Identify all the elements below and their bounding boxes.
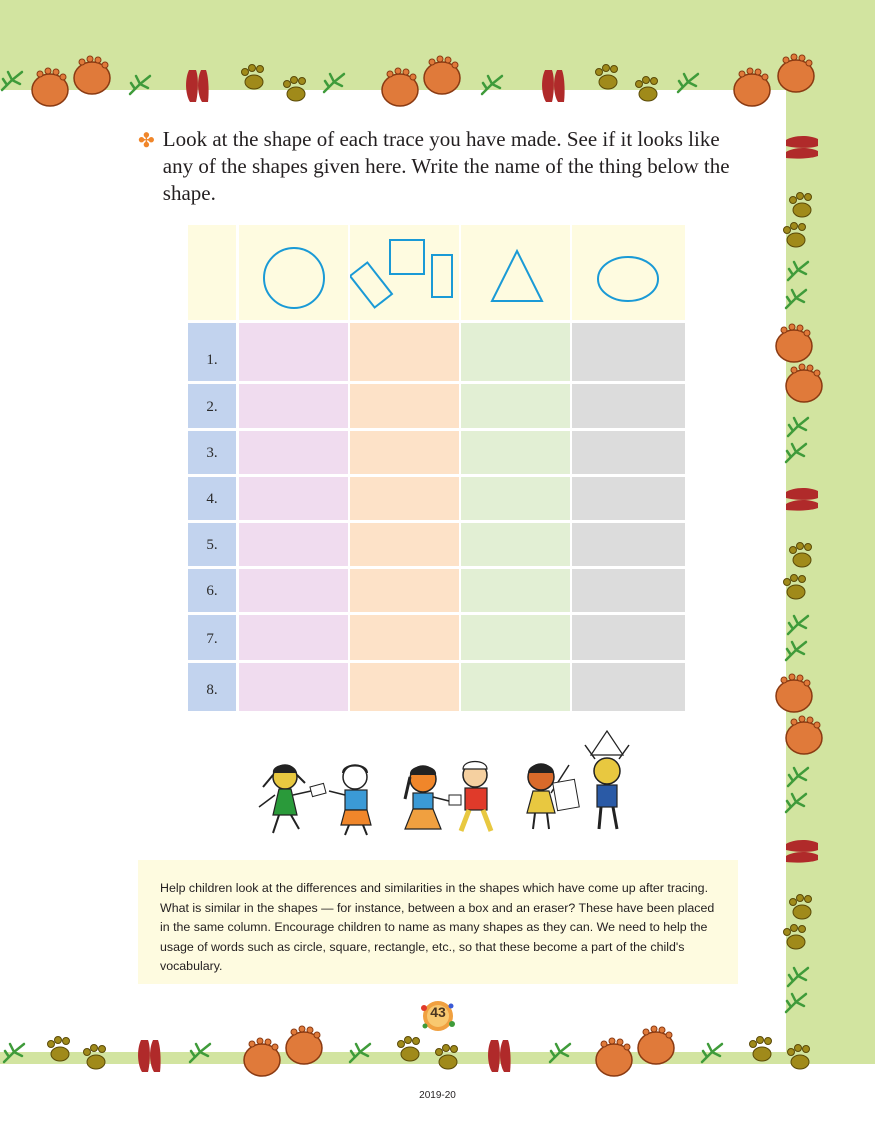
answer-cell[interactable] [350,477,459,520]
answer-cell[interactable] [461,663,570,711]
page-number-badge [418,998,458,1034]
header-rectangles-cell [350,225,459,320]
answer-cell[interactable] [572,615,685,660]
header-circle-cell [239,225,348,320]
answer-cell[interactable] [239,431,348,474]
shapes-table [188,225,685,711]
answer-cell[interactable] [239,477,348,520]
flower-bullet-icon: ✤ [138,128,155,152]
row-number: 6. [188,569,236,612]
answer-cell[interactable] [239,384,348,428]
answer-cell[interactable] [350,569,459,612]
instruction-text: Look at the shape of each trace you have made. See if it looks like any of the shapes given here. Write the name of the thing below the shape. [162,127,730,205]
answer-cell[interactable] [239,523,348,566]
table-corner-cell [188,225,236,320]
answer-cell[interactable] [572,323,685,381]
rectangles-icon [350,225,459,320]
answer-cell[interactable] [239,323,348,381]
row-number: 8. [188,663,236,711]
children-illustration [245,725,645,843]
year-label: 2019-20 [419,1090,456,1101]
row-number: 7. [188,615,236,660]
answer-cell[interactable] [572,431,685,474]
row-number: 1. [188,323,236,381]
answer-cell[interactable] [239,663,348,711]
answer-cell[interactable] [461,523,570,566]
answer-cell[interactable] [572,477,685,520]
row-number: 4. [188,477,236,520]
teacher-note-text: Help children look at the differences and similarities in the shapes which have come up after tracing. What is similar in the shapes — for instance, between a box and an eraser? These have been placed in the same column. Encourage children to name as many shapes as they can. We need to help the usage of words such as circle, square, rectangle, etc., so that these become a part of the child's vocabulary. [160,881,715,973]
answer-cell[interactable] [461,569,570,612]
circle-icon [239,225,348,320]
answer-cell[interactable] [572,523,685,566]
row-number: 3. [188,431,236,474]
header-oval-cell [572,225,685,320]
answer-cell[interactable] [461,477,570,520]
header-triangle-cell [461,225,570,320]
row-number: 5. [188,523,236,566]
oval-icon [572,225,685,320]
answer-cell[interactable] [461,323,570,381]
answer-cell[interactable] [461,431,570,474]
page-number: 43 [430,1004,446,1020]
answer-cell[interactable] [572,569,685,612]
answer-cell[interactable] [350,523,459,566]
triangle-icon [461,225,570,320]
answer-cell[interactable] [350,431,459,474]
teacher-note [138,860,738,984]
instruction [138,126,748,207]
answer-cell[interactable] [350,615,459,660]
answer-cell[interactable] [461,615,570,660]
row-number: 2. [188,384,236,428]
answer-cell[interactable] [350,384,459,428]
answer-cell[interactable] [350,663,459,711]
answer-cell[interactable] [572,663,685,711]
answer-cell[interactable] [239,615,348,660]
answer-cell[interactable] [461,384,570,428]
answer-cell[interactable] [350,323,459,381]
answer-cell[interactable] [572,384,685,428]
answer-cell[interactable] [239,569,348,612]
